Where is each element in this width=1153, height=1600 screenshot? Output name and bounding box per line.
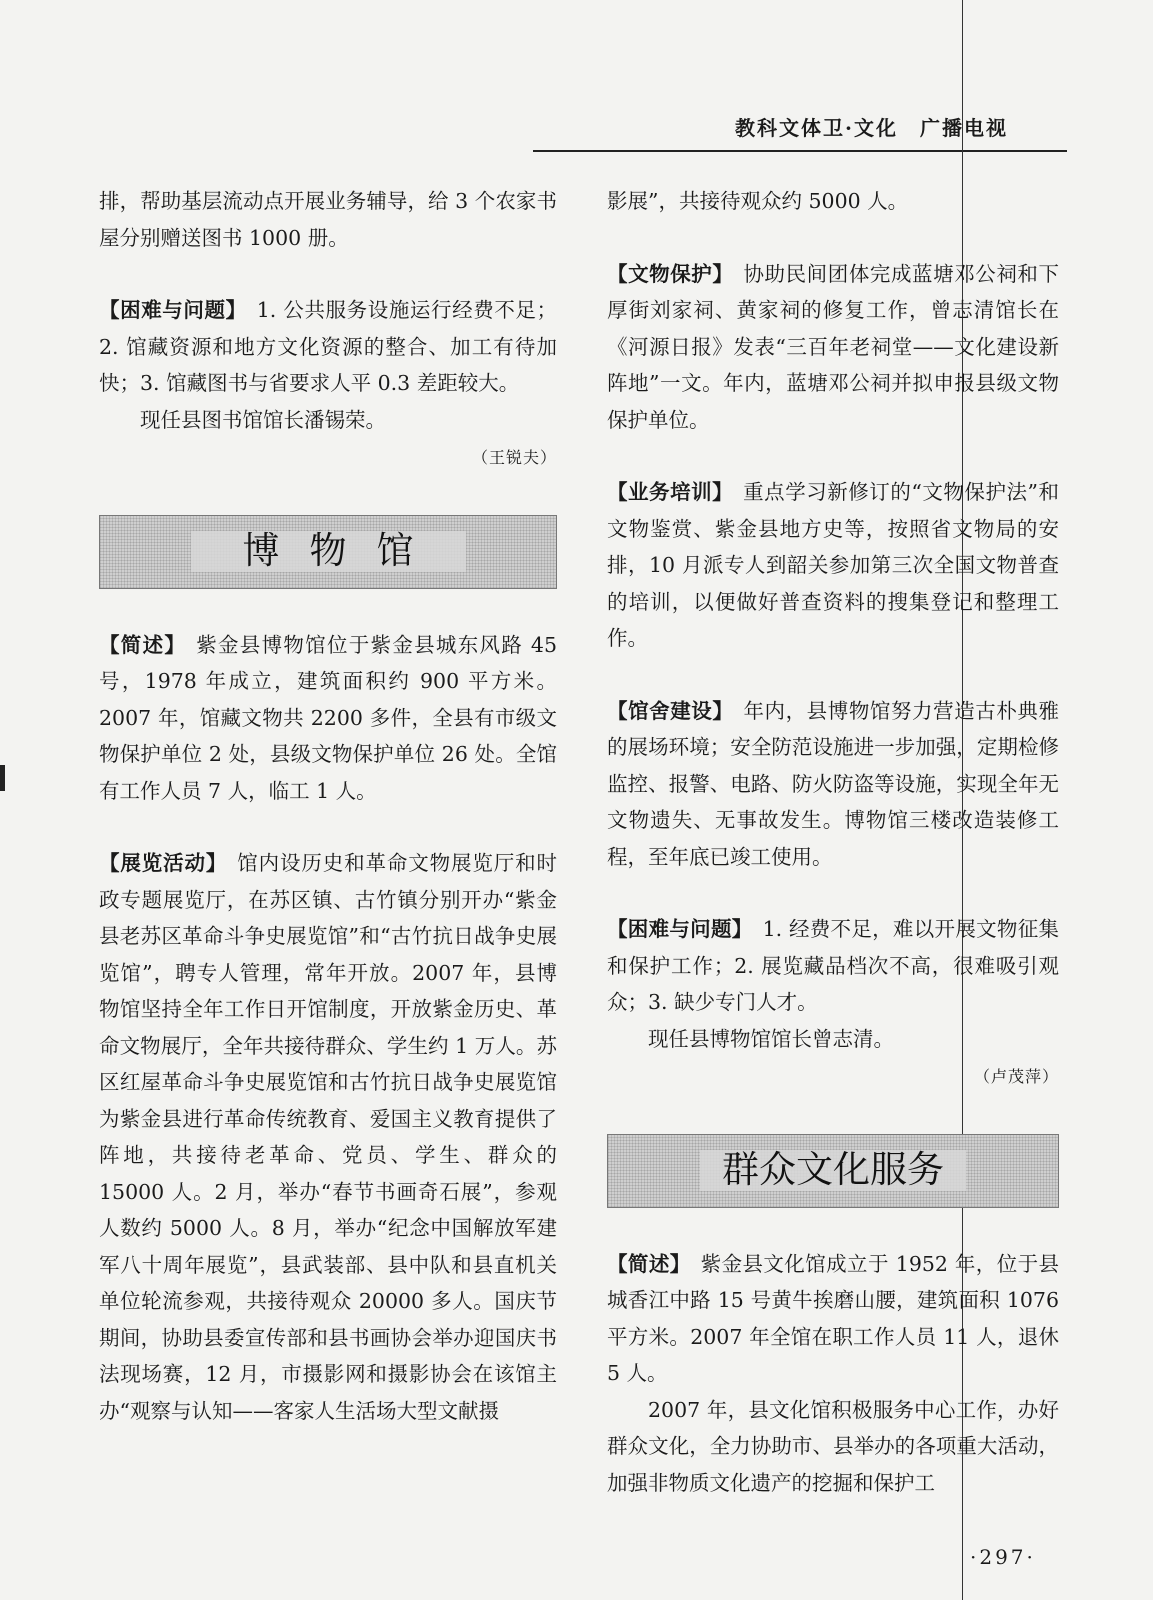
museum-section-heading: [99, 515, 557, 589]
museum-problems-paragraph: [607, 911, 1059, 1021]
relic-protection-label: 【文物保护】: [607, 261, 734, 286]
scan-edge-mark: [0, 765, 5, 791]
museum-problems-label: 【困难与问题】: [607, 917, 753, 941]
culture-overview-text: 紫金县文化馆成立于 1952 年，位于县城香江中路 15 号黄牛挨磨山腰，建筑面积 1076 平方米。2007 年全馆在职工作人员 11 人，退休 5 人。: [607, 1251, 1060, 1385]
relic-protection-paragraph: [607, 256, 1059, 439]
library-problems-text: 1. 公共服务设施运行经费不足；2. 馆藏资源和地方文化资源的整合、加工有待加快；3. 馆藏图书与省要求人平 0.3 差距较大。: [99, 298, 558, 395]
museum-problems-text: 1. 经费不足，难以开展文物征集和保护工作；2. 展览藏品档次不高，很难吸引观众；3. 缺少专门人才。: [607, 917, 1060, 1014]
exhibition-continuation-paragraph: 影展”，共接待观众约 5000 人。: [607, 189, 909, 213]
culture-overview-paragraph: [607, 1246, 1059, 1392]
training-label: 【业务培训】: [607, 480, 734, 504]
library-director-line: 现任县图书馆馆长潘锡荣。: [140, 407, 386, 432]
library-signature: （王锐夫）: [471, 448, 557, 467]
library-problems-paragraph: [99, 292, 557, 402]
museum-section-title: 博物馆: [191, 531, 466, 572]
culture-section-heading: [607, 1134, 1059, 1208]
training-text: 重点学习新修订的“文物保护法”和文物鉴赏、紫金县地方史等，按照省文物局的安排，10 月派专人到韶关参加第三次全国文物普查的培训，以便做好普查资料的搜集登记和整理工作。: [607, 480, 1059, 650]
exhibitions-paragraph: [99, 845, 557, 1429]
construction-text: 年内，县博物馆努力营造古朴典雅的展场环境；安全防范设施进一步加强，定期检修监控、报警、电路、防火防盗等设施，实现全年无文物遗失、无事故发生。博物馆三楼改造装修工程，至年底已竣工使用。: [607, 698, 1060, 869]
exhibitions-text: 馆内设历史和革命文物展览厅和时政专题展览厅，在苏区镇、古竹镇分别开办“紫金县老苏区革命斗争史展览馆”和“古竹抗日战争史展览馆”，聘专人管理，常年开放。2007 年，县博物馆坚持全年工作日开馆制度，开放紫金历史、革命文物展厅，全年共接待群众、学生约 1 万人。苏区红屋革命斗争史展览馆和古竹抗日战争史展览馆为紫金县进行革命传统教育、爱国主义教育提供了阵地，共接待老革命、党员、学生、群众的 15000 人。2 月，举办“春节书画奇石展”，参观人数约 5000 人。8 月，举办“纪念中国解放军建军八十周年展览”，县武装部、县中队和县直机关单位轮流参观，共接待观众 20000 多人。国庆节期间，协助县委宣传部和县书画协会举办迎国庆书法现场赛，12 月，市摄影网和摄影协会在该馆主办“观察与认知——客家人生活场大型文献摄: [99, 851, 557, 1423]
right-column: [607, 183, 1059, 1501]
culture-work-paragraph: 2007 年，县文化馆积极服务中心工作，办好群众文化，全力协助市、县举办的各项重大活动，加强非物质文化遗产的挖掘和保护工: [607, 1397, 1059, 1495]
page-number: ·297·: [970, 1545, 1036, 1569]
exhibitions-label: 【展览活动】: [99, 851, 228, 875]
construction-label: 【馆舍建设】: [607, 698, 734, 723]
library-continuation-paragraph: 排，帮助基层流动点开展业务辅导，给 3 个农家书屋分别赠送图书 1000 册。: [99, 189, 557, 250]
relic-protection-text: 协助民间团体完成蓝塘邓公祠和下厚街刘家祠、黄家祠的修复工作，曾志清馆长在《河源日报》发表“三百年老祠堂——文化建设新阵地”一文。年内，蓝塘邓公祠并拟申报县级文物保护单位。: [607, 261, 1060, 432]
museum-signature: （卢茂萍）: [973, 1067, 1059, 1086]
culture-section-title: 群众文化服务: [700, 1150, 966, 1191]
library-problems-label: 【困难与问题】: [99, 298, 247, 322]
museum-overview-text: 紫金县博物馆位于紫金县城东风路 45 号，1978 年成立，建筑面积约 900 平方米。2007 年，馆藏文物共 2200 多件，全县有市级文物保护单位 2 处，县级文物保护单位 26 处。全馆有工作人员 7 人，临工 1 人。: [99, 632, 558, 803]
header-rule: [533, 150, 1067, 152]
museum-overview-label: 【简述】: [99, 632, 187, 657]
culture-overview-label: 【简述】: [607, 1251, 691, 1276]
left-column: [99, 183, 557, 1429]
running-header: 教科文体卫·文化 广播电视: [735, 116, 1008, 140]
museum-overview-paragraph: [99, 627, 557, 810]
training-paragraph: [607, 474, 1059, 657]
museum-director-line: 现任县博物馆馆长曾志清。: [648, 1026, 894, 1051]
construction-paragraph: [607, 693, 1059, 876]
